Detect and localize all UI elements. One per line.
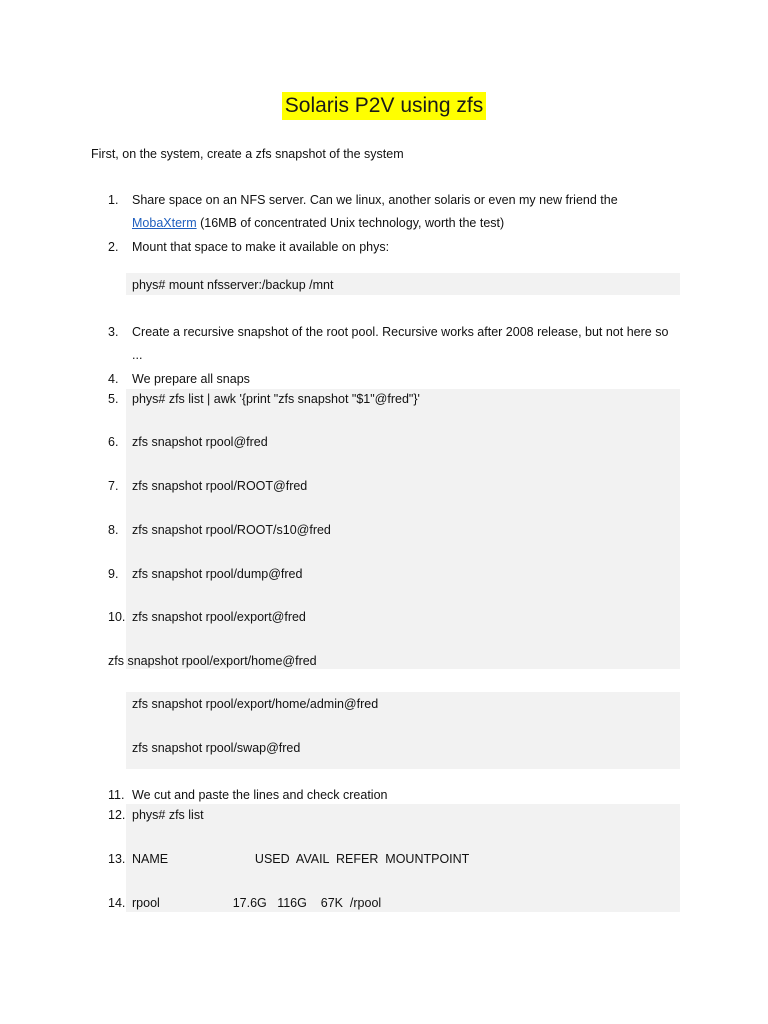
list-number: 3.: [108, 325, 119, 339]
list-item-text: Share space on an NFS server. Can we linux, another solaris or even my new friend the: [132, 193, 618, 207]
list-number: 8.: [108, 523, 119, 537]
list-number: 13.: [108, 852, 126, 866]
list-number: 6.: [108, 435, 119, 449]
list-item-text-continued: ...: [132, 348, 143, 362]
code-line: phys# zfs list | awk '{print "zfs snapshot "$1"@fred"}': [132, 392, 420, 406]
code-line: zfs snapshot rpool/dump@fred: [132, 567, 303, 581]
code-line: zfs snapshot rpool/export/home/admin@fred: [132, 697, 379, 711]
code-line: phys# mount nfsserver:/backup /mnt: [132, 278, 334, 292]
document-title: Solaris P2V using zfs: [282, 92, 486, 120]
list-number: 11.: [108, 788, 125, 802]
list-item-text: Mount that space to make it available on phys:: [132, 240, 390, 254]
intro-paragraph: First, on the system, create a zfs snapshot of the system: [91, 147, 404, 161]
list-number: 12.: [108, 808, 126, 822]
list-item-text: Create a recursive snapshot of the root pool. Recursive works after 2008 release, but not here so: [132, 325, 669, 339]
code-line: zfs snapshot rpool@fred: [132, 435, 268, 449]
title-container: [0, 92, 768, 120]
list-number: 9.: [108, 567, 119, 581]
list-number: 2.: [108, 240, 119, 254]
code-line: zfs snapshot rpool/swap@fred: [132, 741, 301, 755]
list-number: 14.: [108, 896, 126, 910]
code-line: zfs snapshot rpool/ROOT/s10@fred: [132, 523, 331, 537]
list-item-text: We cut and paste the lines and check creation: [132, 788, 388, 802]
list-number: 4.: [108, 372, 119, 386]
code-line: rpool 17.6G 116G 67K /rpool: [132, 896, 382, 910]
list-item-text: We prepare all snaps: [132, 372, 250, 386]
list-number: 5.: [108, 392, 119, 406]
code-line: zfs snapshot rpool/export/home@fred: [108, 654, 317, 668]
code-line: zfs snapshot rpool/export@fred: [132, 610, 306, 624]
code-line: phys# zfs list: [132, 808, 204, 822]
list-number: 1.: [108, 193, 119, 207]
mobaxterm-link[interactable]: MobaXterm: [132, 216, 197, 230]
code-line: NAME USED AVAIL REFER MOUNTPOINT: [132, 852, 470, 866]
list-number: 7.: [108, 479, 119, 493]
code-line: zfs snapshot rpool/ROOT@fred: [132, 479, 308, 493]
list-item-text-continued: [132, 215, 504, 231]
list-number: 10.: [108, 610, 126, 624]
list-item-text: (16MB of concentrated Unix technology, worth the test): [196, 216, 505, 230]
